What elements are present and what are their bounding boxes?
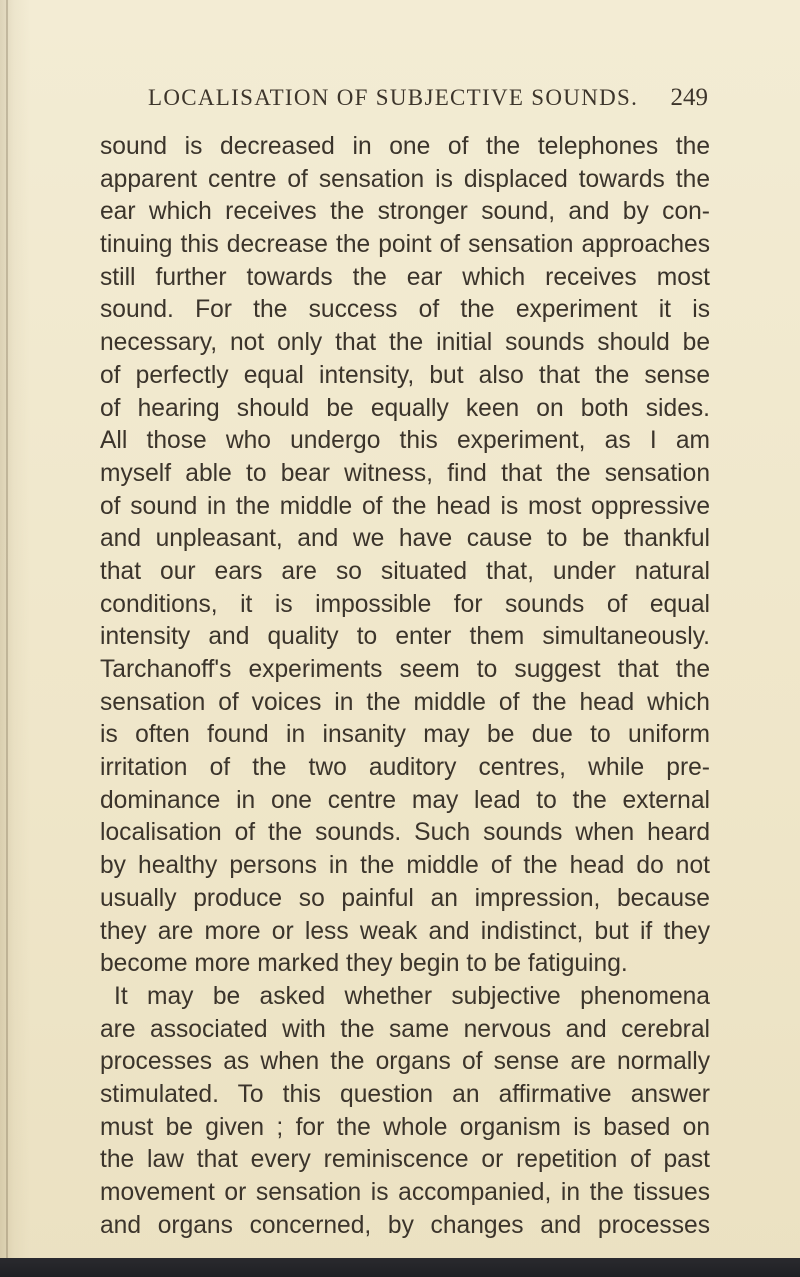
text-line: of sound in the middle of the head is most oppressive — [100, 492, 710, 520]
running-head-title: LOCALISATION OF SUBJECTIVE SOUNDS. — [148, 85, 639, 110]
text-line: sensation of voices in the middle of the head which — [100, 688, 710, 716]
text-line: localisation of the sounds. Such sounds when heard — [100, 819, 710, 847]
page-gutter-edge — [6, 0, 8, 1277]
text-line: of hearing should be equally keen on both sides. — [100, 394, 710, 422]
text-line: still further towards the ear which receives most — [100, 263, 710, 291]
text-line: of perfectly equal intensity, but also that the sense — [100, 361, 710, 389]
text-line: that our ears are so situated that, under natural — [100, 557, 710, 585]
text-line: myself able to bear witness, find that the sensation — [100, 459, 710, 487]
running-head — [148, 84, 708, 118]
body-text — [100, 131, 710, 1242]
text-line: must be given ; for the whole organism is based on — [100, 1113, 710, 1141]
text-line: are associated with the same nervous and cerebral — [100, 1015, 710, 1043]
text-line: ear which receives the stronger sound, and by con- — [100, 198, 710, 226]
text-line: dominance in one centre may lead to the external — [100, 786, 710, 814]
text-line: All those who undergo this experiment, as I am — [100, 427, 710, 455]
text-line: usually produce so painful an impression, because — [100, 884, 710, 912]
text-line: sound. For the success of the experiment it is — [100, 296, 710, 324]
text-line: It may be asked whether subjective phenomena — [114, 982, 710, 1010]
text-line: Tarchanoff's experiments seem to suggest that the — [100, 656, 710, 683]
text-line: processes as when the organs of sense are normally — [100, 1048, 710, 1076]
text-line: sound is decreased in one of the telephones the — [100, 133, 710, 160]
text-line: and organs concerned, by changes and processes — [100, 1211, 710, 1239]
text-line: tinuing this decrease the point of sensation approaches — [100, 231, 710, 259]
text-line: necessary, not only that the initial sounds should be — [100, 329, 710, 357]
scan-bottom-edge — [0, 1258, 800, 1277]
text-line: intensity and quality to enter them simultaneously. — [100, 623, 710, 651]
text-line: irritation of the two auditory centres, while pre- — [100, 754, 710, 782]
text-line: and unpleasant, and we have cause to be thankful — [100, 525, 710, 553]
text-line: become more marked they begin to be fatiguing. — [100, 950, 628, 978]
text-line: movement or sensation is accompanied, in the tissues — [100, 1179, 710, 1206]
text-line: stimulated. To this question an affirmative answer — [100, 1080, 710, 1108]
text-line: is often found in insanity may be due to uniform — [100, 721, 710, 749]
text-line: apparent centre of sensation is displaced towards the — [100, 165, 710, 193]
text-line: the law that every reminiscence or repetition of past — [100, 1146, 710, 1174]
text-line: they are more or less weak and indistinct, but if they — [100, 917, 710, 945]
text-line: conditions, it is impossible for sounds of equal — [100, 590, 710, 618]
text-line: by healthy persons in the middle of the head do not — [100, 852, 710, 880]
page-number: 249 — [670, 84, 708, 111]
